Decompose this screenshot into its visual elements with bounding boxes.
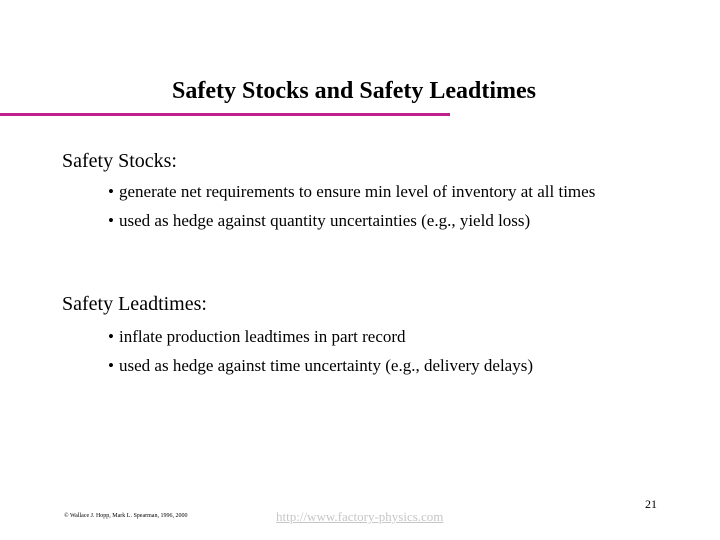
page-number: 21 xyxy=(645,497,657,511)
bullet-item xyxy=(108,180,668,204)
bullet-dot-icon: • xyxy=(108,182,114,201)
bullet-dot-icon: • xyxy=(108,327,114,346)
bullet-text: generate net requirements to ensure min level of inventory at all times xyxy=(119,182,596,201)
safety-leadtimes-bullet-list xyxy=(108,325,668,383)
bullet-text: used as hedge against time uncertainty (e.g., delivery delays) xyxy=(119,356,533,375)
safety-stocks-bullet-list xyxy=(108,180,668,238)
bullet-item xyxy=(108,354,668,378)
footer-copyright: © Wallace J. Hopp, Mark L. Spearman, 1996, 2000 xyxy=(64,513,188,519)
slide-title: Safety Stocks and Safety Leadtimes xyxy=(172,78,536,104)
section-heading-safety-stocks: Safety Stocks: xyxy=(62,150,177,172)
footer-url-link[interactable]: http://www.factory-physics.com xyxy=(276,509,444,524)
bullet-text: used as hedge against quantity uncertainties (e.g., yield loss) xyxy=(119,211,531,230)
bullet-item xyxy=(108,209,668,233)
section-heading-safety-leadtimes: Safety Leadtimes: xyxy=(62,293,207,315)
bullet-dot-icon: • xyxy=(108,211,114,230)
title-underline xyxy=(0,113,450,116)
bullet-item xyxy=(108,325,668,349)
bullet-dot-icon: • xyxy=(108,356,114,375)
bullet-text: inflate production leadtimes in part record xyxy=(119,327,406,346)
